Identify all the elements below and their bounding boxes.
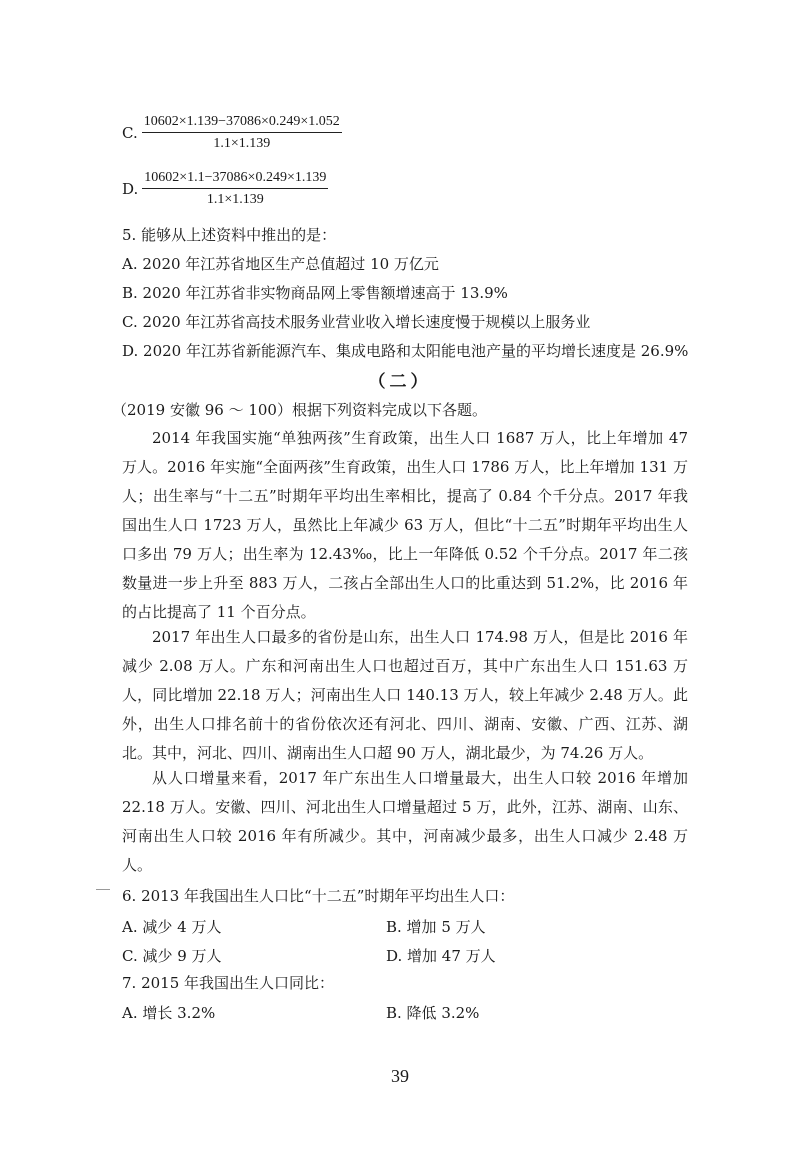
question-6-option-b: B. 增加 5 万人: [386, 918, 486, 936]
option-letter: C.: [122, 124, 138, 142]
fraction-d: [142, 170, 328, 208]
question-5-option-a: A. 2020 年江苏省地区生产总值超过 10 万亿元: [122, 255, 439, 273]
question-5-option-b: B. 2020 年江苏省非实物商品网上零售额增速高于 13.9%: [122, 284, 508, 302]
question-7-option-b: B. 降低 3.2%: [386, 1004, 480, 1022]
question-5-stem: 5. 能够从上述资料中推出的是：: [122, 226, 337, 244]
question-6-stem: 6. 2013 年我国出生人口比“十二五”时期年平均出生人口：: [122, 887, 515, 905]
page-number: 39: [391, 1066, 409, 1086]
question-6-option-c: C. 减少 9 万人: [122, 947, 222, 965]
question-7-option-a: A. 增长 3.2%: [122, 1004, 216, 1022]
question-5-option-c: C. 2020 年江苏省高技术服务业营业收入增长速度慢于规模以上服务业: [122, 313, 591, 331]
fraction-denominator: 1.1×1.139: [206, 192, 264, 207]
section-source: （2019 安徽 96 ～ 100）根据下列资料完成以下各题。: [112, 401, 487, 419]
question-7-stem: 7. 2015 年我国出生人口同比：: [122, 974, 335, 992]
q4-option-d: [122, 170, 328, 208]
section-title: （二）: [368, 372, 432, 392]
fraction-numerator: 10602×1.139−37086×0.249×1.052: [142, 114, 342, 133]
question-5-option-d: D. 2020 年江苏省新能源汽车、集成电路和太阳能电池产量的平均增长速度是 26.9%: [122, 342, 689, 360]
question-6-option-d: D. 增加 47 万人: [386, 947, 496, 965]
fraction-denominator: 1.1×1.139: [213, 136, 271, 151]
paragraph-1: 2014 年我国实施“单独两孩”生育政策，出生人口 1687 万人，比上年增加 47 万人。2016 年实施“全面两孩”生育政策，出生人口 1786 万人，比上年增加 131 万人；出生率与“十二五”时期年平均出生率相比，提高了 0.84 个千分点。2017 年我国出生人口 1723 万人，虽然比上年减少 63 万人，但比“十二五”时期年平均出生人口多出 79 万人；出生率为 12.43‰，比上一年降低 0.52 个千分点。2017 年二孩数量进一步上升至 883 万人，二孩占全部出生人口的比重达到 51.2%，比 2016 年的占比提高了 11 个百分点。: [122, 429, 688, 621]
paragraph-3: 从人口增量来看，2017 年广东出生人口增量最大，出生人口较 2016 年增加 22.18 万人。安徽、四川、河北出生人口增量超过 5 万，此外，江苏、湖南、山东、河南出生人口较 2016 年有所减少。其中，河南减少最多，出生人口减少 2.48 万人。: [122, 769, 688, 874]
paragraph-2: 2017 年出生人口最多的省份是山东，出生人口 174.98 万人，但是比 2016 年减少 2.08 万人。广东和河南出生人口也超过百万，其中广东出生人口 151.63 万人，同比增加 22.18 万人；河南出生人口 140.13 万人，较上年减少 2.48 万人。此外，出生人口排名前十的省份依次还有河北、四川、湖南、安徽、广西、江苏、湖北。其中，河北、四川、湖南出生人口超 90 万人，湖北最少，为 74.26 万人。: [122, 628, 688, 762]
q4-option-c: [122, 114, 342, 152]
question-6-option-a: A. 减少 4 万人: [122, 918, 222, 936]
option-letter: D.: [122, 180, 139, 198]
fraction-c: [142, 114, 342, 152]
fraction-numerator: 10602×1.1−37086×0.249×1.139: [142, 170, 328, 189]
margin-mark: [96, 889, 110, 890]
